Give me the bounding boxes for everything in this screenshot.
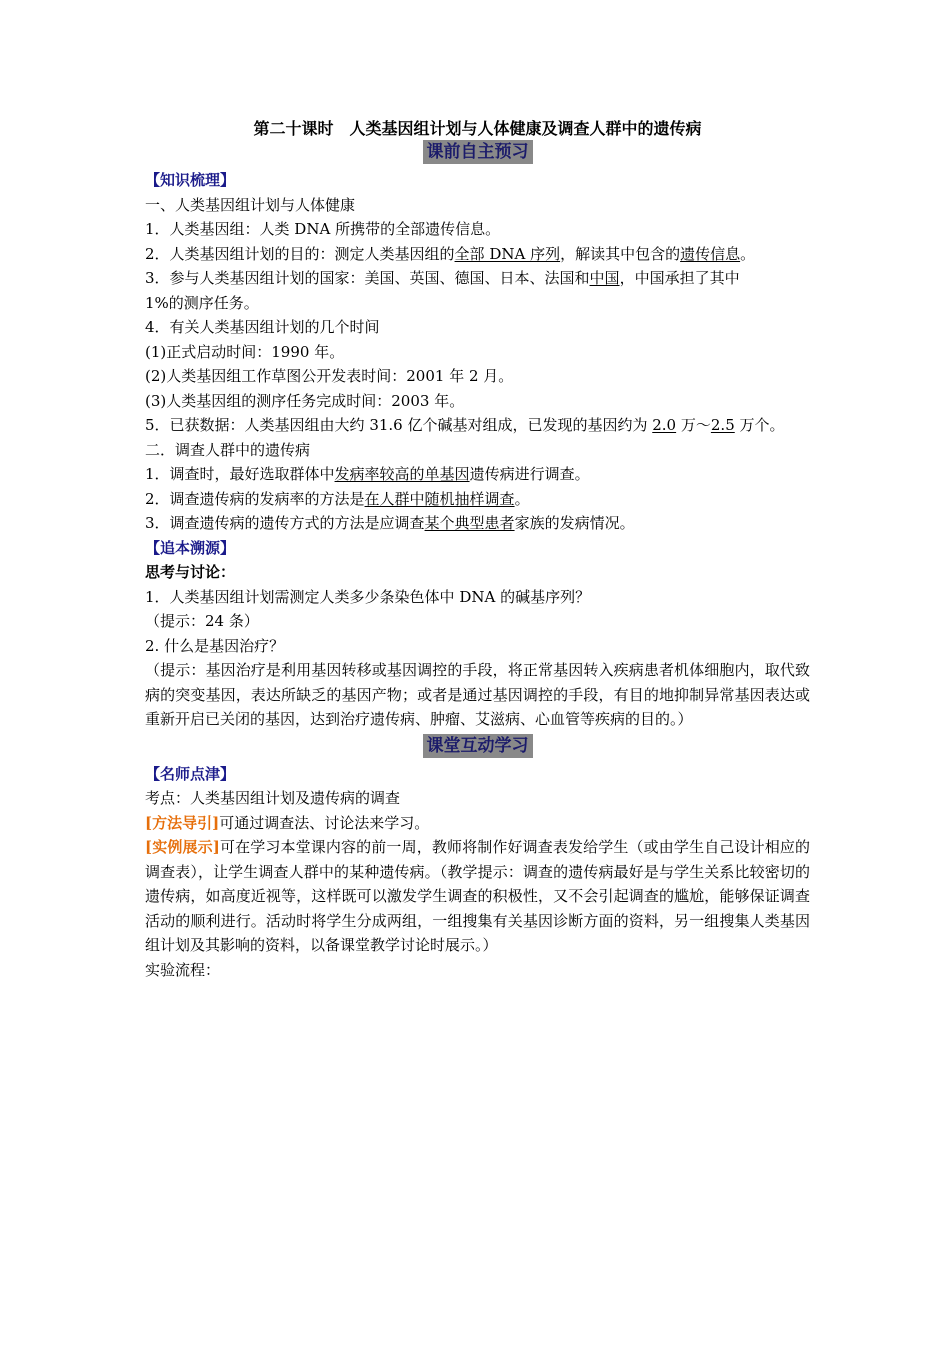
trace-subheader: 思考与讨论：: [145, 563, 236, 581]
part1-title: 一、人类基因组计划与人体健康: [145, 195, 356, 214]
item-4-1: (1)正式启动时间：1990 年。: [145, 342, 345, 361]
answer-underline: 某个典型患者: [424, 514, 515, 532]
item-5: 5．已获数据：人类基因组由大约 31.6 亿个碱基对组成，已发现的基因约为 2.0 万～2.5 万个。: [145, 416, 785, 434]
method-line: [方法导引]可通过调查法、讨论法来学习。: [145, 813, 430, 832]
method-tag: [方法导引]: [145, 813, 220, 832]
question-2: 2. 什么是基因治疗？: [145, 636, 285, 655]
example-tag: [实例展示]: [145, 838, 220, 856]
trace-header: 【追本溯源】: [145, 538, 236, 557]
answer-underline: 在人群中随机抽样调查: [364, 489, 515, 508]
item-1: 1．人类基因组：人类 DNA 所携带的全部遗传信息。: [145, 220, 501, 238]
answer-underline: 遗传信息: [680, 244, 741, 263]
question-1: 1．人类基因组计划需测定人类多少条染色体中 DNA 的碱基序列？: [145, 587, 591, 606]
answer-1: （提示：24 条）: [145, 612, 259, 630]
item-3: 3．参与人类基因组计划的国家：美国、英国、德国、日本、法国和中国，中国承担了其中: [145, 269, 740, 287]
item-2: 2．人类基因组计划的目的：测定人类基因组的全部 DNA 序列，解读其中包含的遗传信息。: [145, 244, 756, 263]
document-page: [145, 118, 810, 982]
part2-item-2: 2．调查遗传病的发病率的方法是在人群中随机抽样调查。: [145, 489, 530, 508]
answer-underline: 2.0: [652, 416, 677, 434]
part2-title: 二．调查人群中的遗传病: [145, 440, 311, 459]
knowledge-header: 【知识梳理】: [145, 171, 236, 189]
item-3-cont: 1%的测序任务。: [145, 293, 259, 312]
section-banner-preview: 课前自主预习: [423, 140, 533, 164]
answer-underline: 中国: [589, 269, 620, 287]
part2-item-3: 3．调查遗传病的遗传方式的方法是应调查某个典型患者家族的发病情况。: [145, 514, 635, 532]
page-title: 第二十课时 人类基因组计划与人体健康及调查人群中的遗传病: [253, 119, 702, 138]
answer-underline: 2.5: [710, 416, 735, 434]
topic-line: 考点：人类基因组计划及遗传病的调查: [145, 789, 401, 807]
teacher-header: 【名师点津】: [145, 764, 236, 783]
answer-underline: 发病率较高的单基因: [334, 465, 470, 483]
item-4: 4．有关人类基因组计划的几个时间: [145, 318, 380, 336]
flow-line: 实验流程：: [145, 960, 221, 979]
answer-underline: 全部 DNA 序列: [454, 244, 561, 263]
item-4-2: (2)人类基因组工作草图公开发表时间：2001 年 2 月。: [145, 367, 514, 385]
section-banner-classroom: 课堂互动学习: [423, 734, 533, 758]
answer-2: （提示：基因治疗是利用基因转移或基因调控的手段，将正常基因转入疾病患者机体细胞内，取代致病的突变基因，表达所缺乏的基因产物；或者是通过基因调控的手段，有目的地抑制异常基因表达或重新开启已关闭的基因，达到治疗遗传病、肿瘤、艾滋病、心血管等疾病的目的。）: [145, 661, 810, 728]
item-4-3: (3)人类基因组的测序任务完成时间：2003 年。: [145, 391, 465, 410]
example-paragraph: [实例展示]可在学习本堂课内容的前一周，教师将制作好调查表发给学生（或由学生自己设计相应的调查表），让学生调查人群中的某种遗传病。（教学提示：调查的遗传病最好是与学生关系比较密切的遗传病，如高度近视等，这样既可以激发学生调查的积极性，又不会引起调查的尴尬，能够保证调查活动的顺利进行。活动时将学生分成两组，一组搜集有关基因诊断方面的资料，另一组搜集人类基因组计划及其影响的资料，以备课堂教学讨论时展示。）: [145, 838, 810, 954]
part2-item-1: 1．调查时，最好选取群体中发病率较高的单基因遗传病进行调查。: [145, 465, 590, 483]
